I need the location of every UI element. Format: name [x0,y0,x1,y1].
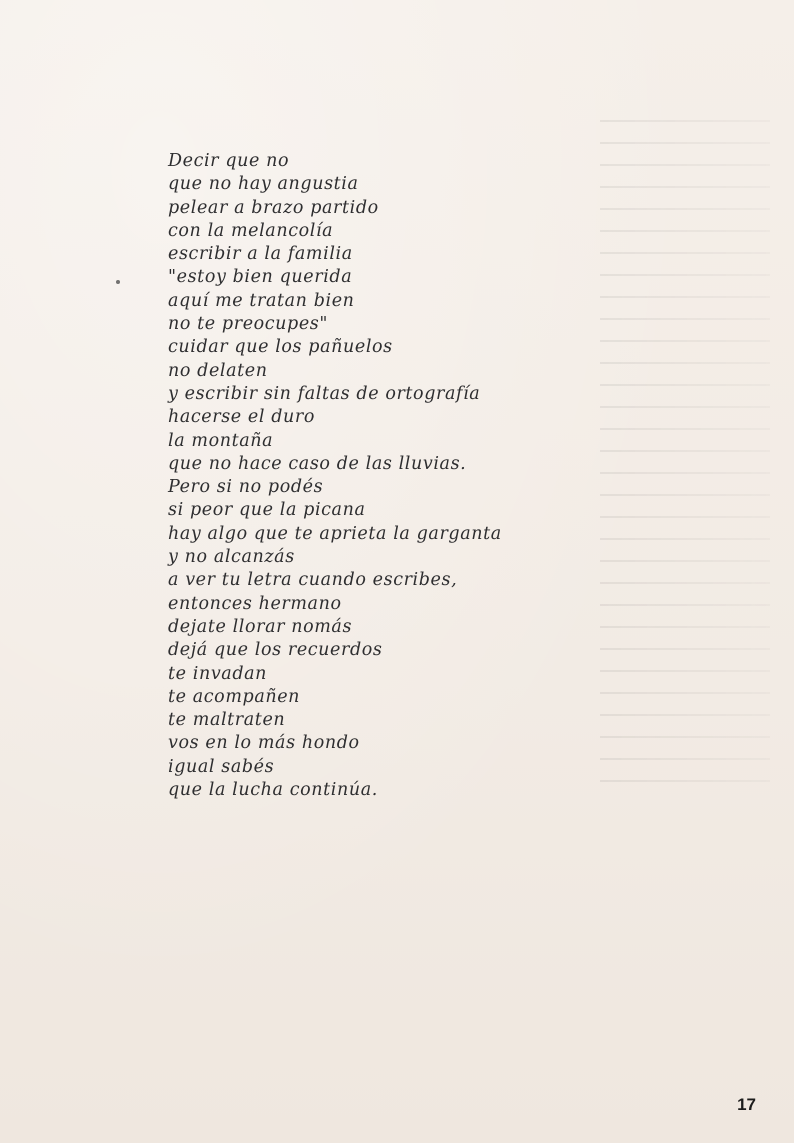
poem-line: no te preocupes" [168,314,329,335]
poem-line: te invadan [168,663,268,684]
poem-line: y escribir sin faltas de ortografía [168,383,481,404]
poem-line: que la lucha continúa. [168,780,378,801]
poem-line: hay algo que te aprieta la garganta [168,523,502,544]
poem-line: dejate llorar nomás [168,616,353,637]
poem-line: pelear a brazo partido [168,197,379,218]
poem-line: cuidar que los pañuelos [168,337,393,358]
poem-line: dejá que los recuerdos [168,640,383,661]
poem-line: te maltraten [168,710,286,731]
poem-line: no delaten [168,360,268,381]
poem-line: entonces hermano [168,593,342,614]
poem-line: te acompañen [168,686,301,707]
poem-line: a ver tu letra cuando escribes, [168,570,458,591]
poem-line: vos en lo más hondo [168,733,360,754]
poem-line: si peor que la picana [168,500,366,521]
poem-line: que no hay angustia [168,174,359,195]
poem-line: Pero si no podés [168,477,324,498]
poem-line: y no alcanzás [168,547,295,568]
poem-line: hacerse el duro [168,407,316,428]
poem-line: Decir que no [168,151,290,171]
poem-line: "estoy bien querida [168,267,353,288]
poem-line: con la melancolía [168,220,334,241]
margin-mark [116,280,120,284]
poem-line: escribir a la familia [168,244,353,265]
poem [168,150,502,802]
bleed-through-text [600,110,770,790]
poem-line: la montaña [168,430,274,451]
poem-line: aquí me tratan bien [168,290,355,311]
page-number: 17 [737,1095,756,1114]
poem-line: que no hace caso de las lluvias. [168,453,467,474]
poem-line: igual sabés [168,756,275,777]
